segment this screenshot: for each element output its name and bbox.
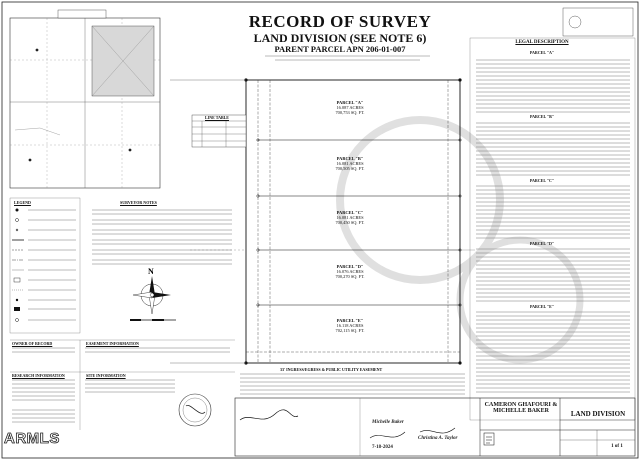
signature-name-2: Christina A. Taylor bbox=[418, 436, 458, 441]
research-information-heading: RESEARCH INFORMATION bbox=[12, 373, 65, 378]
parcel-label-b: PARCEL "B" 16.081 ACRES 700,505 SQ. FT. bbox=[335, 156, 365, 172]
parcel-label-d: PARCEL "D" 16.076 ACRES 700,270 SQ. FT. bbox=[335, 264, 365, 280]
north-arrow-icon bbox=[130, 267, 176, 321]
survey-title: RECORD OF SURVEY bbox=[248, 12, 432, 31]
surveyor-notes-heading: SURVEYOR NOTES bbox=[120, 200, 157, 205]
survey-subtitle: LAND DIVISION (SEE NOTE 6) bbox=[253, 31, 427, 45]
legal-parcel-e-heading: PARCEL "E" bbox=[529, 304, 555, 309]
site-information-heading: SITE INFORMATION bbox=[86, 373, 126, 378]
line-table-heading: LINE TABLE bbox=[205, 115, 229, 120]
sheet-number: 1 of 1 bbox=[611, 444, 623, 449]
easement-note: 33' INGRESS/EGRESS & PUBLIC UTILITY EASEMENT bbox=[280, 367, 383, 372]
legal-parcel-c-heading: PARCEL "C" bbox=[529, 178, 555, 183]
legal-description-heading: LEGAL DESCRIPTION bbox=[515, 40, 569, 45]
signature-lines bbox=[240, 410, 455, 438]
info-boxes bbox=[10, 340, 235, 430]
signature-name-1: Michelle Baker bbox=[372, 420, 404, 425]
easement-information-heading: EASEMENT INFORMATION bbox=[86, 341, 139, 346]
vicinity-map bbox=[10, 10, 160, 188]
project-title: LAND DIVISION bbox=[570, 410, 626, 418]
legal-parcel-b-heading: PARCEL "B" bbox=[529, 114, 555, 119]
surveyor-seal bbox=[179, 394, 211, 426]
parcel-label-e: PARCEL "E" 16.118 ACRES 702,115 SQ. FT. bbox=[335, 318, 365, 334]
legal-parcel-a-heading: PARCEL "A" bbox=[529, 50, 555, 55]
signature-date: 7-18-2024 bbox=[372, 445, 393, 450]
legend-symbols bbox=[10, 198, 80, 333]
watermark-logo: ARMLS bbox=[4, 430, 60, 447]
parcel-label-a: PARCEL "A" 16.087 ACRES 700,753 SQ. FT. bbox=[335, 100, 365, 116]
parent-parcel-label: PARENT PARCEL APN 206-01-007 bbox=[274, 44, 406, 54]
owner-names: CAMERON GHAFOURI & MICHELLE BAKER bbox=[484, 402, 558, 414]
parcel-label-c: PARCEL "C" 16.081 ACRES 700,450 SQ. FT. bbox=[335, 210, 365, 226]
legal-parcel-d-heading: PARCEL "D" bbox=[529, 241, 555, 246]
legend-heading: LEGEND bbox=[14, 200, 31, 205]
svg-text:N: N bbox=[148, 267, 154, 276]
owner-of-record-heading: OWNER OF RECORD bbox=[12, 341, 53, 346]
title-block bbox=[235, 398, 635, 456]
recording-stamp bbox=[563, 8, 633, 36]
